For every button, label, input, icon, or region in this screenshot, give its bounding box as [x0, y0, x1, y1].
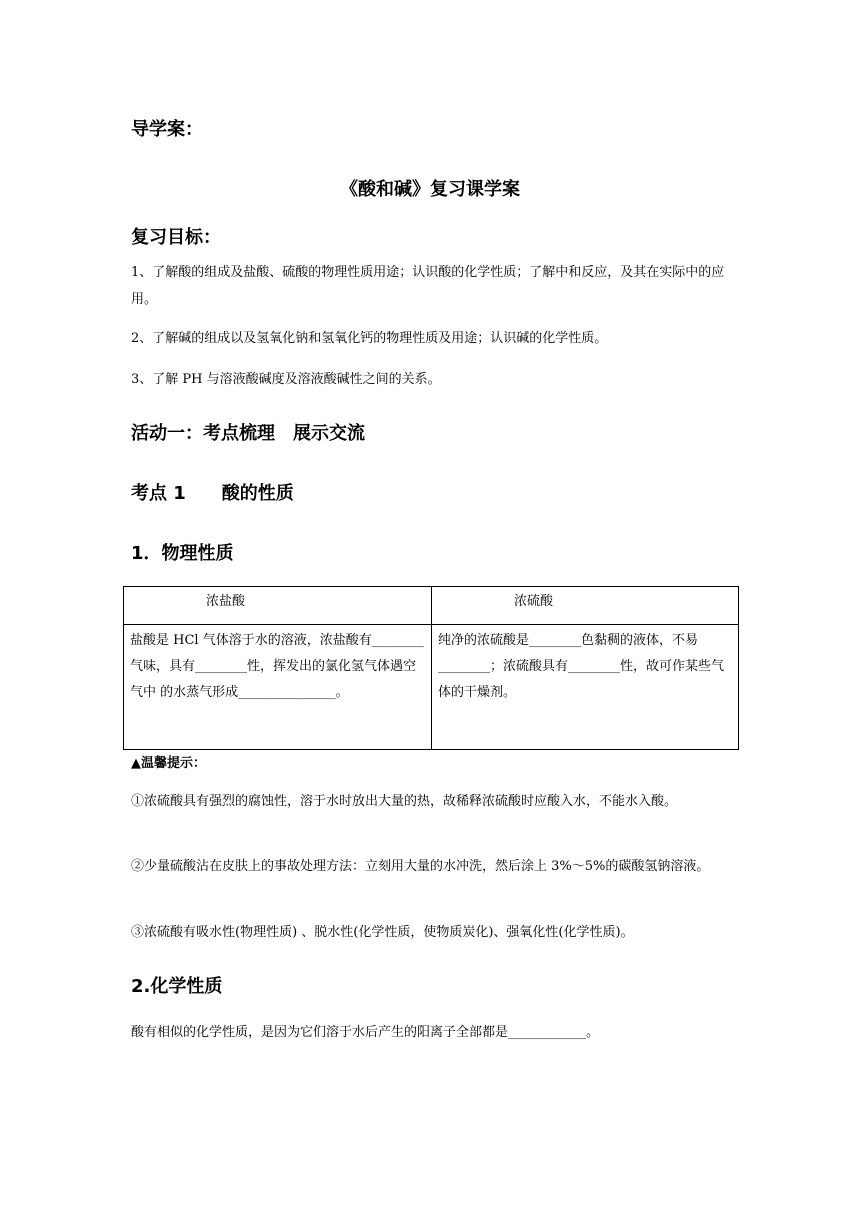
page-title: 《酸和碱》复习课学案 — [340, 179, 520, 200]
goal-item-1: 1、了解酸的组成及盐酸、硫酸的物理性质用途；认识酸的化学性质；了解中和反应，及其在实际中的应用。 — [131, 265, 725, 307]
table-header-hcl: 浓盐酸 — [124, 587, 432, 625]
point1-heading: 考点 1 酸的性质 — [131, 483, 294, 504]
goals-heading: 复习目标： — [131, 227, 221, 248]
goal-item-2: 2、了解碱的组成以及氢氧化钠和氢氧化钙的物理性质及用途；认识碱的化学性质。 — [131, 331, 608, 346]
table-cell-hcl: 盐酸是 HCl 气体溶于水的溶液，浓盐酸有________气味，具有________性，挥发出的氯化氢气体遇空气中 的水蒸气形成_______________。 — [124, 625, 432, 750]
physical-properties-table — [123, 586, 739, 750]
tip-item-2: ②少量硫酸沾在皮肤上的事故处理方法：立刻用大量的水冲洗，然后涂上 3%～5%的碳酸氢钠溶液。 — [131, 859, 710, 874]
chemical-properties-heading: 2.化学性质 — [131, 976, 223, 997]
physical-properties-heading: 1．物理性质 — [131, 543, 234, 564]
table-cell-h2so4: 纯净的浓硫酸是________色黏稠的液体，不易________；浓硫酸具有________性，故可作某些气体的干燥剂。 — [432, 625, 739, 750]
tip-item-3: ③浓硫酸有吸水性(物理性质) 、脱水性(化学性质，使物质炭化)、强氧化性(化学性质)。 — [131, 925, 634, 940]
table-header-h2so4: 浓硫酸 — [432, 587, 739, 625]
guide-label: 导学案： — [131, 119, 203, 140]
chemical-properties-text: 酸有相似的化学性质，是因为它们溶于水后产生的阳离子全部都是____________。 — [131, 1025, 600, 1040]
tips-heading: ▲温馨提示： — [131, 756, 206, 771]
tip-item-1: ①浓硫酸具有强烈的腐蚀性，溶于水时放出大量的热，故稀释浓硫酸时应酸入水，不能水入酸。 — [131, 794, 678, 809]
activity-heading: 活动一：考点梳理 展示交流 — [131, 423, 365, 444]
goal-item-3: 3、了解 PH 与溶液酸碱度及溶液酸碱性之间的关系。 — [131, 372, 441, 387]
